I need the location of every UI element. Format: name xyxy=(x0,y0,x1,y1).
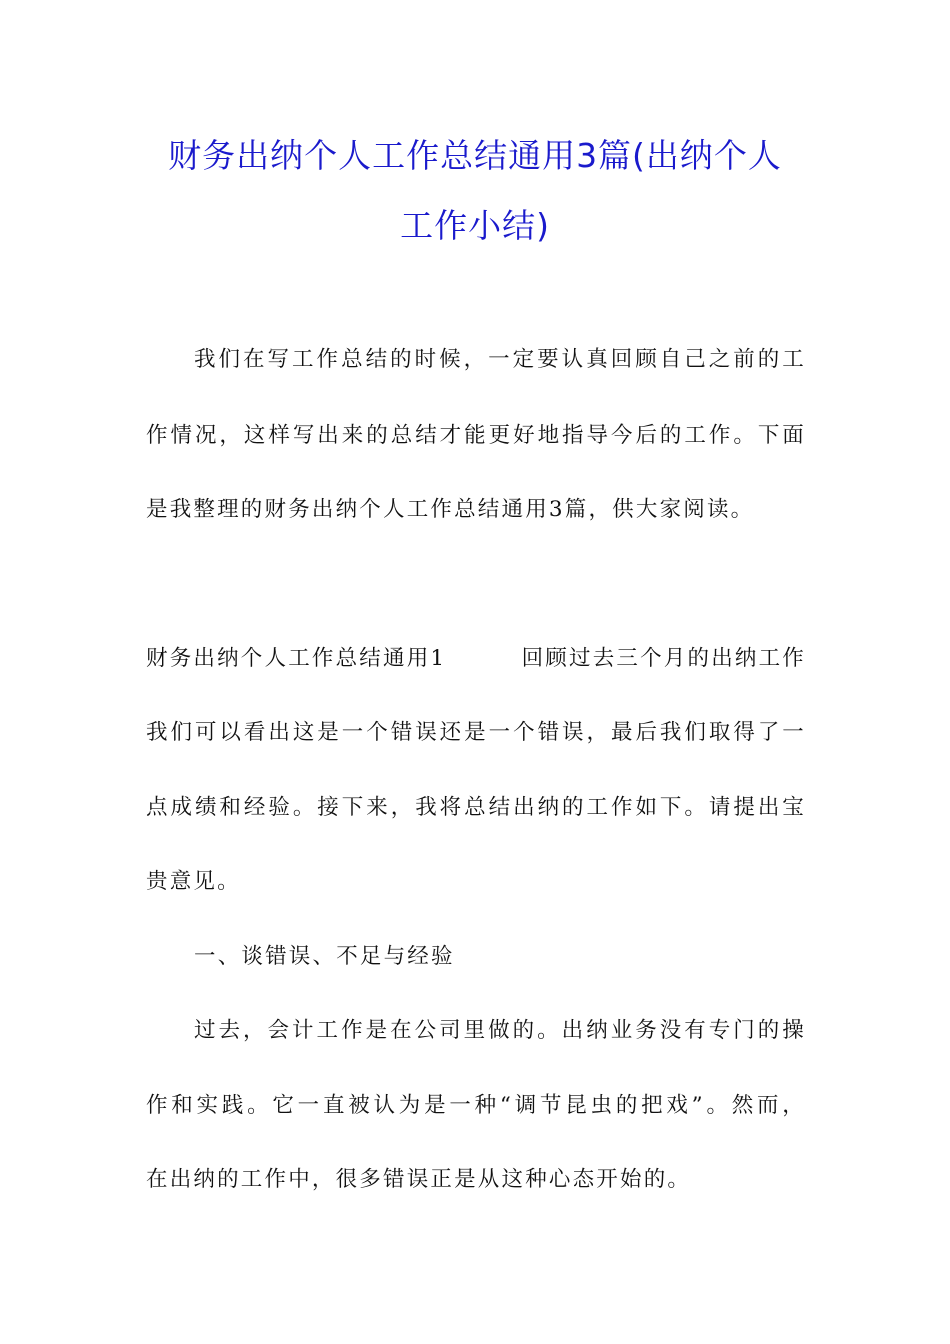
section-1-line-4: 贵意见。 xyxy=(146,869,241,894)
document-title-line-1: 财务出纳个人工作总结通用3篇(出纳个人 xyxy=(168,136,782,175)
section-1-first-line-rest: 回顾过去三个月的出纳工作 xyxy=(521,646,806,671)
paragraph-2-line-2: 作和实践。它一直被认为是一种“调节昆虫的把戏”。然而， xyxy=(146,1093,806,1118)
intro-line-2: 作情况，这样写出来的总结才能更好地指导今后的工作。下面 xyxy=(146,423,806,448)
intro-line-3: 是我整理的财务出纳个人工作总结通用3篇，供大家阅读。 xyxy=(146,497,755,522)
section-1-line-2: 我们可以看出这是一个错误还是一个错误，最后我们取得了一 xyxy=(146,720,806,745)
section-1-first-line xyxy=(146,644,806,674)
section-1-line-3: 点成绩和经验。接下来，我将总结出纳的工作如下。请提出宝 xyxy=(146,795,806,820)
document-title-line-2: 工作小结) xyxy=(400,206,550,245)
subheading-1: 一、谈错误、不足与经验 xyxy=(194,944,455,969)
section-1-label: 财务出纳个人工作总结通用1 xyxy=(146,646,447,671)
paragraph-2-line-3: 在出纳的工作中，很多错误正是从这种心态开始的。 xyxy=(146,1167,692,1192)
intro-line-1: 我们在写工作总结的时候，一定要认真回顾自己之前的工 xyxy=(194,347,806,372)
paragraph-2-line-1: 过去，会计工作是在公司里做的。出纳业务没有专门的操 xyxy=(194,1018,806,1043)
